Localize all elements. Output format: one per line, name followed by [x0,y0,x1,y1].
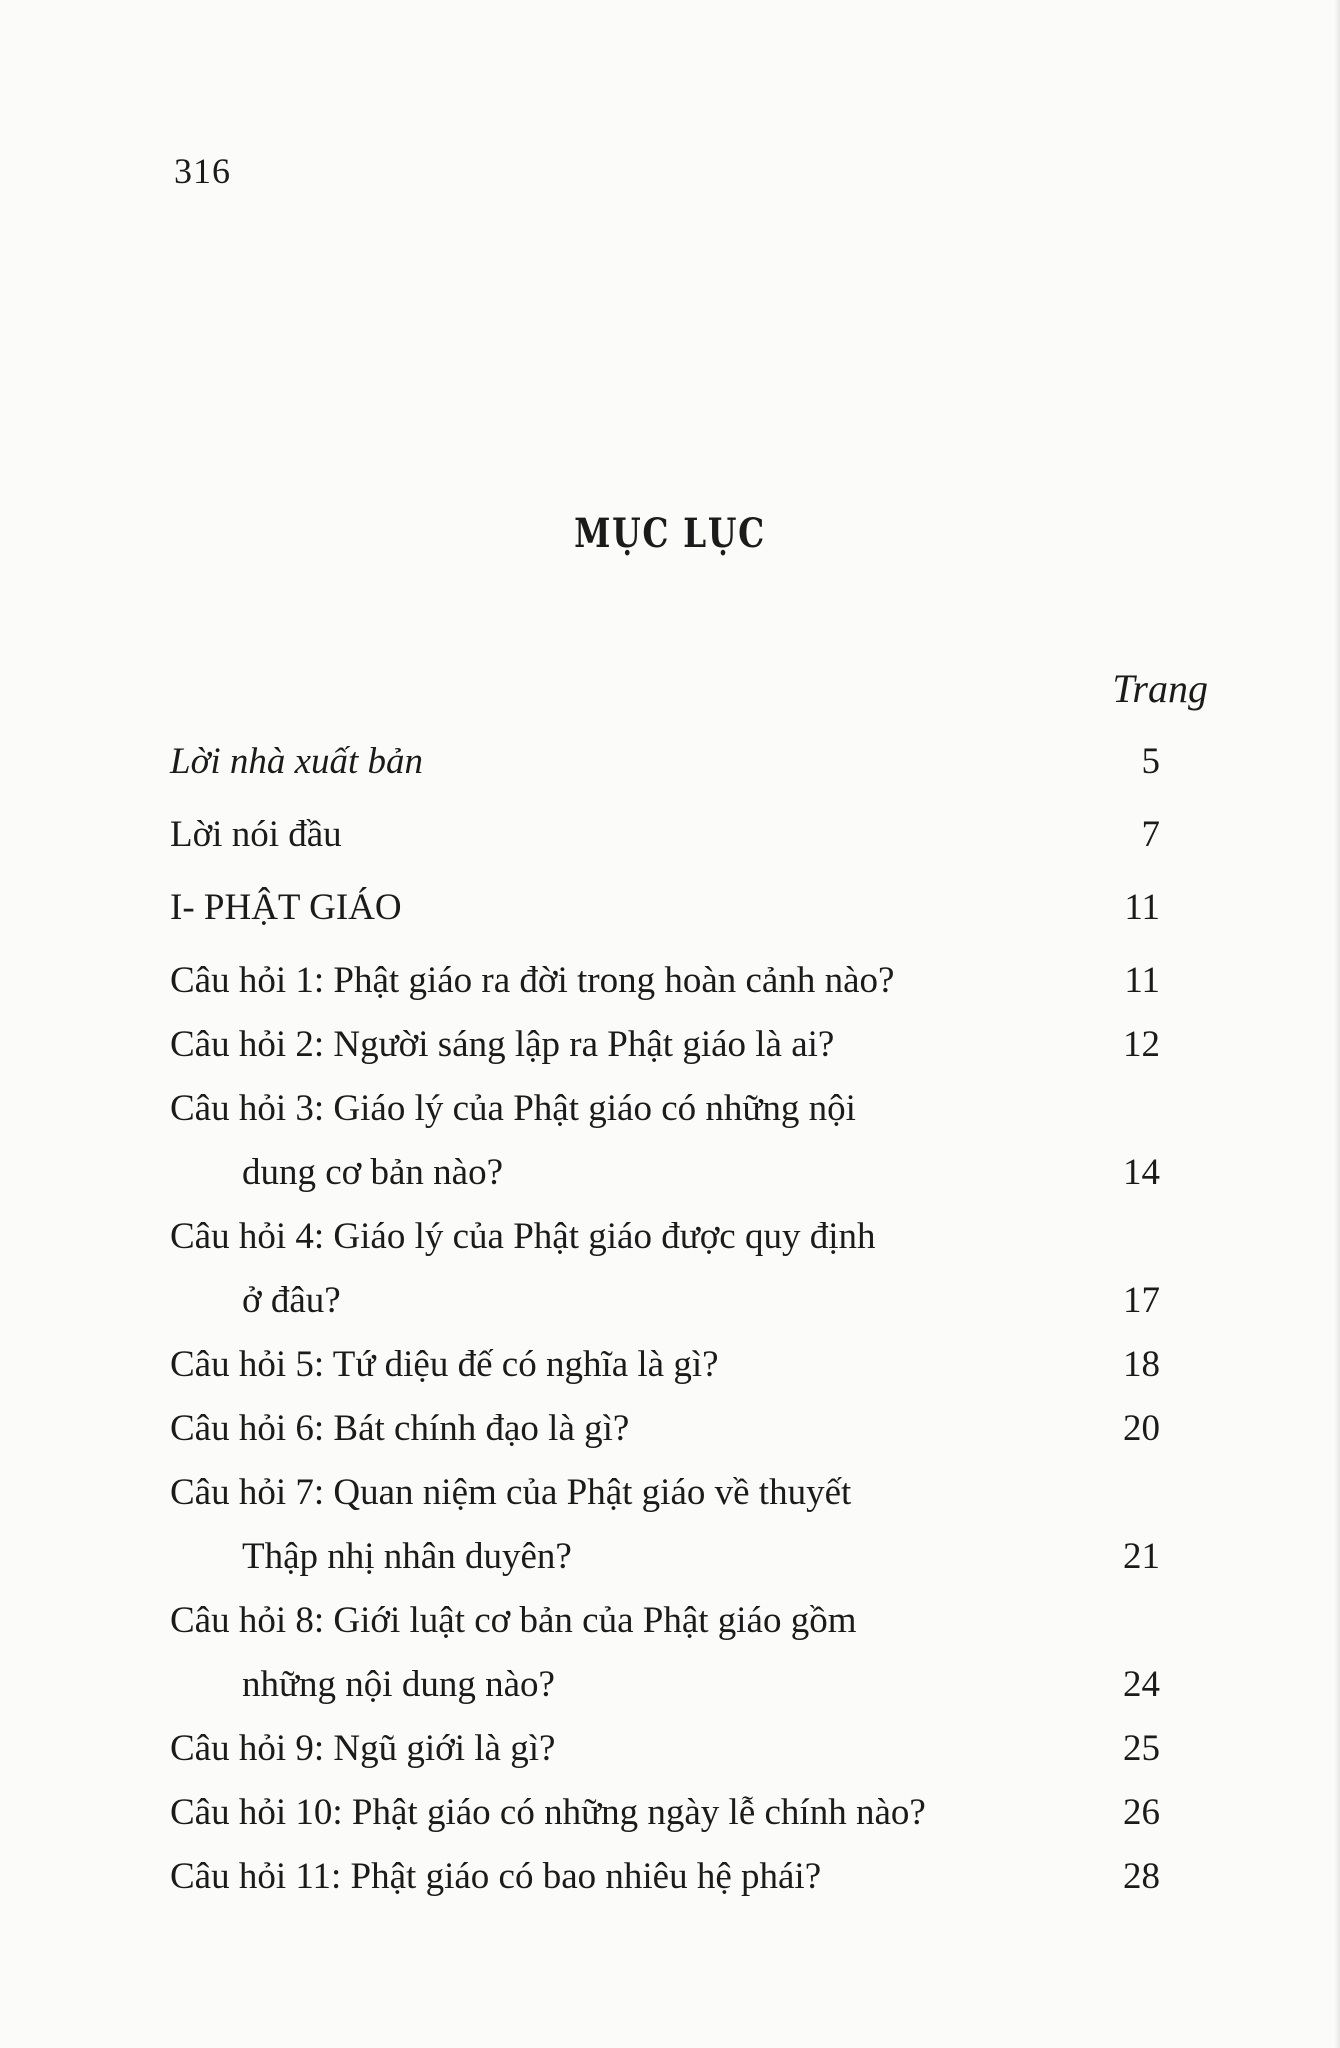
toc-entry-page: 28 [1123,1856,1160,1897]
toc-entry-title: Lời nhà xuất bản [170,741,424,782]
toc-entry-page: 11 [1124,887,1160,928]
toc-entry-title: Câu hỏi 6: Bát chính đạo là gì? [170,1408,630,1449]
toc-entry-page: 7 [1141,814,1160,855]
toc-entry-title: Câu hỏi 11: Phật giáo có bao nhiêu hệ phái? [170,1856,822,1897]
toc-entry-title: Câu hỏi 1: Phật giáo ra đời trong hoàn cảnh nào? [170,960,895,1001]
toc-entry-title: Lời nói đầu [170,814,342,855]
toc-entry-title: Câu hỏi 10: Phật giáo có những ngày lễ chính nào? [170,1792,926,1833]
toc-entry-title: Câu hỏi 9: Ngũ giới là gì? [170,1728,556,1769]
toc-entry-title: Câu hỏi 8: Giới luật cơ bản của Phật giáo gồm [170,1600,857,1641]
toc-entry-page: 11 [1124,960,1160,1001]
toc-entry-page: 18 [1123,1344,1160,1385]
toc-entry-title: I- PHẬT GIÁO [170,887,402,928]
toc-entry-title-continued: Thập nhị nhân duyên? [242,1536,572,1577]
page-edge [1334,0,1340,2048]
toc-entry-page: 21 [1123,1536,1160,1577]
toc-entry-title: Câu hỏi 4: Giáo lý của Phật giáo được quy định [170,1216,876,1257]
toc-entry-title-continued: những nội dung nào? [242,1664,555,1705]
toc-entry-title: Câu hỏi 5: Tứ diệu đế có nghĩa là gì? [170,1344,719,1385]
toc-entry-title: Câu hỏi 3: Giáo lý của Phật giáo có những nội [170,1088,856,1129]
toc-entry-page: 25 [1123,1728,1160,1769]
toc-entry-page: 17 [1123,1280,1160,1321]
toc-entry-page: 24 [1123,1664,1160,1705]
page-column-header: Trang [1112,666,1208,711]
page-number: 316 [174,151,231,191]
toc-title: MỤC LỤC [574,510,766,557]
toc-entry-page: 14 [1123,1152,1160,1193]
toc-entry-title-continued: ở đâu? [242,1280,341,1321]
toc-entry-page: 5 [1141,741,1160,782]
toc-entry-page: 12 [1123,1024,1160,1065]
toc-entry-title: Câu hỏi 2: Người sáng lập ra Phật giáo là ai? [170,1024,835,1065]
toc-entry-title: Câu hỏi 7: Quan niệm của Phật giáo về thuyết [170,1472,852,1513]
toc-entry-title-continued: dung cơ bản nào? [242,1152,504,1193]
toc-entry-page: 20 [1123,1408,1160,1449]
toc-entry-page: 26 [1123,1792,1160,1833]
